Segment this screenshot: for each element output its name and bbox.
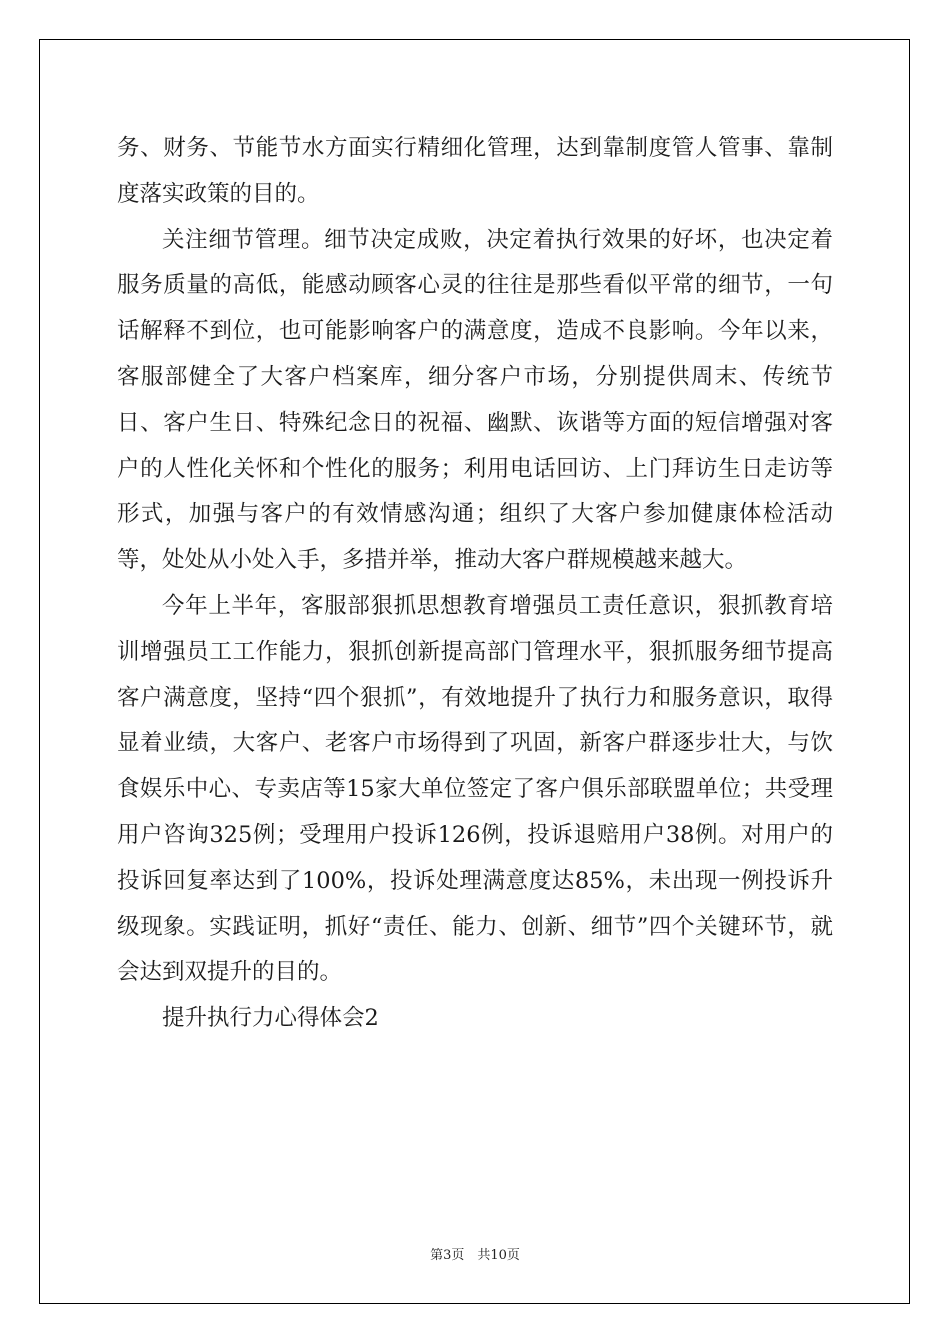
- page-number: 第3页 共10页: [430, 1248, 520, 1263]
- document-body: [117, 126, 833, 1042]
- paragraph-1: 务、财务、节能节水方面实行精细化管理，达到靠制度管人管事、靠制度落实政策的目的。: [117, 135, 833, 207]
- paragraph-2: 关注细节管理。细节决定成败，决定着执行效果的好坏，也决定着服务质量的高低，能感动顾客心灵的往往是那些看似平常的细节，一句话解释不到位，也可能影响客户的满意度，造成不良影响。今年以来，客服部健全了大客户档案库，细分客户市场，分别提供周末、传统节日、客户生日、特殊纪念日的祝福、幽默、诙谐等方面的短信增强对客户的人性化关怀和个性化的服务；利用电话回访、上门拜访生日走访等形式，加强与客户的有效情感沟通；组织了大客户参加健康体检活动等，处处从小处入手，多措并举，推动大客户群规模越来越大。: [117, 226, 833, 574]
- paragraph-3: 今年上半年，客服部狠抓思想教育增强员工责任意识，狠抓教育培训增强员工工作能力，狠抓创新提高部门管理水平，狠抓服务细节提高客户满意度，坚持“四个狠抓”，有效地提升了执行力和服务意识，取得显着业绩，大客户、老客户市场得到了巩固，新客户群逐步壮大，与饮食娱乐中心、专卖店等15家大单位签定了客户俱乐部联盟单位；共受理用户咨询325例；受理用户投诉126例，投诉退赔用户38例。对用户的投诉回复率达到了100%，投诉处理满意度达85%，未出现一例投诉升级现象。实践证明，抓好“责任、能力、创新、细节”四个关键环节，就会达到双提升的目的。: [117, 592, 833, 986]
- section-heading: 提升执行力心得体会2: [162, 1005, 379, 1032]
